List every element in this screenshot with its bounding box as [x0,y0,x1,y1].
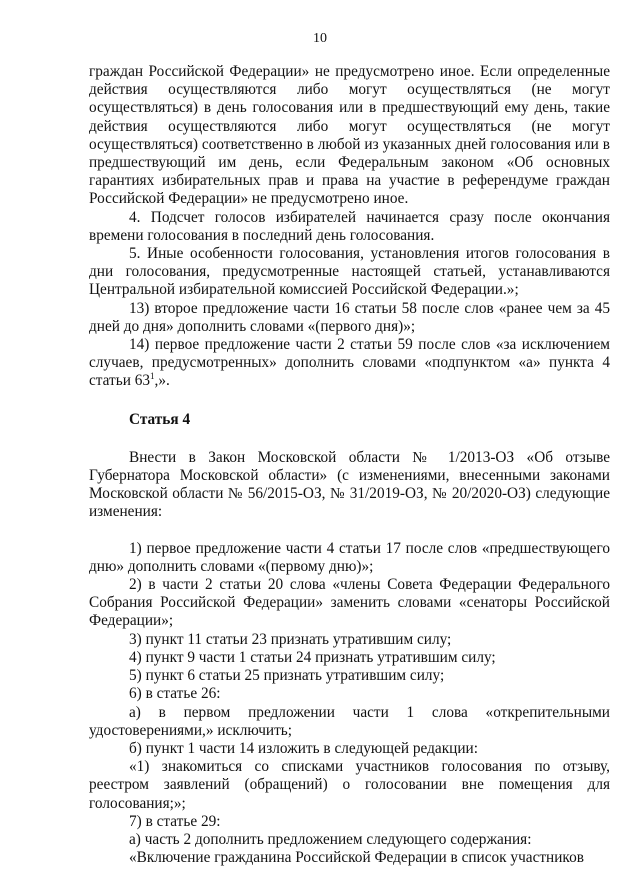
article-heading: Статья 4 [129,410,191,428]
article-intro: Внести в Закон Московской области № 1/2013-ОЗ «Об отзыве Губернатора Московской области» (с изменениями, внесенными законами Московской области № 56/2015-ОЗ, № 31/2019-ОЗ, № 20/2020-ОЗ) следующие изменения: [89,448,610,521]
list-item: а) в первом предложении части 1 слова «открепительными удостоверениями,» исключить; [89,703,610,739]
list-item: а) часть 2 дополнить предложением следующего содержания: [129,830,532,848]
list-item: 6) в статье 26: [129,685,221,703]
list-item: 2) в части 2 статьи 20 слова «члены Совета Федерации Федерального Собрания Российской Федерации» заменить словами «сенаторы Российской Федерации»; [89,576,610,630]
document-body [89,63,610,867]
paragraph-4: 4. Подсчет голосов избирателей начинается сразу после окончания времени голосования в последний день голосования. [89,208,610,244]
list-item: «1) знакомиться со списками участников голосования по отзыву, реестром заявлений (обращений) о голосовании вне помещения для голосования;»; [89,758,610,812]
item-14-superscript: 1 [150,371,155,382]
list-item: «Включение гражданина Российской Федерации в список участников [129,849,584,867]
item-14-tail: ,». [154,372,170,390]
list-item: 4) пункт 9 части 1 статьи 24 признать утратившим силу; [129,648,496,666]
item-14-text: 14) первое предложение части 2 статьи 59 после слов «за исключением случаев, предусмотренных» дополнить словами «подпунктом «а» пункта 4 статьи 63 [89,336,610,390]
paragraph-continuation: граждан Российской Федерации» не предусмотрено иное. Если определенные действия осуществляются либо могут осуществляться (не могут осуществляться) в день голосования или в предшествующий ему день, такие действия осуществляются либо могут осуществляться (не могут осуществляться) соответственно в любой из указанных дней голосования или в предшествующий им день, если Федеральным законом «Об основных гарантиях избирательных прав и права на участие в референдуме граждан Российской Федерации» не предусмотрено иное. [89,63,610,208]
list-item: 3) пункт 11 статьи 23 признать утратившим силу; [129,630,452,648]
list-item: 1) первое предложение части 4 статьи 17 после слов «предшествующего дню» дополнить словами «(первому дню)»; [89,539,610,575]
list-item: 7) в статье 29: [129,812,221,830]
paragraph-5: 5. Иные особенности голосования, установления итогов голосования в дни голосования, предусмотренные настоящей статьей, устанавливаются Центральной избирательной комиссией Российской Федерации.»; [89,245,610,299]
page-number: 10 [313,31,327,46]
item-13: 13) второе предложение части 16 статьи 58 после слов «ранее чем за 45 дней до дня» дополнить словами «(первого дня)»; [89,299,610,335]
list-item: 5) пункт 6 статьи 25 признать утратившим силу; [129,667,445,685]
item-14 [89,336,610,391]
list-item: б) пункт 1 части 14 изложить в следующей редакции: [129,739,478,757]
